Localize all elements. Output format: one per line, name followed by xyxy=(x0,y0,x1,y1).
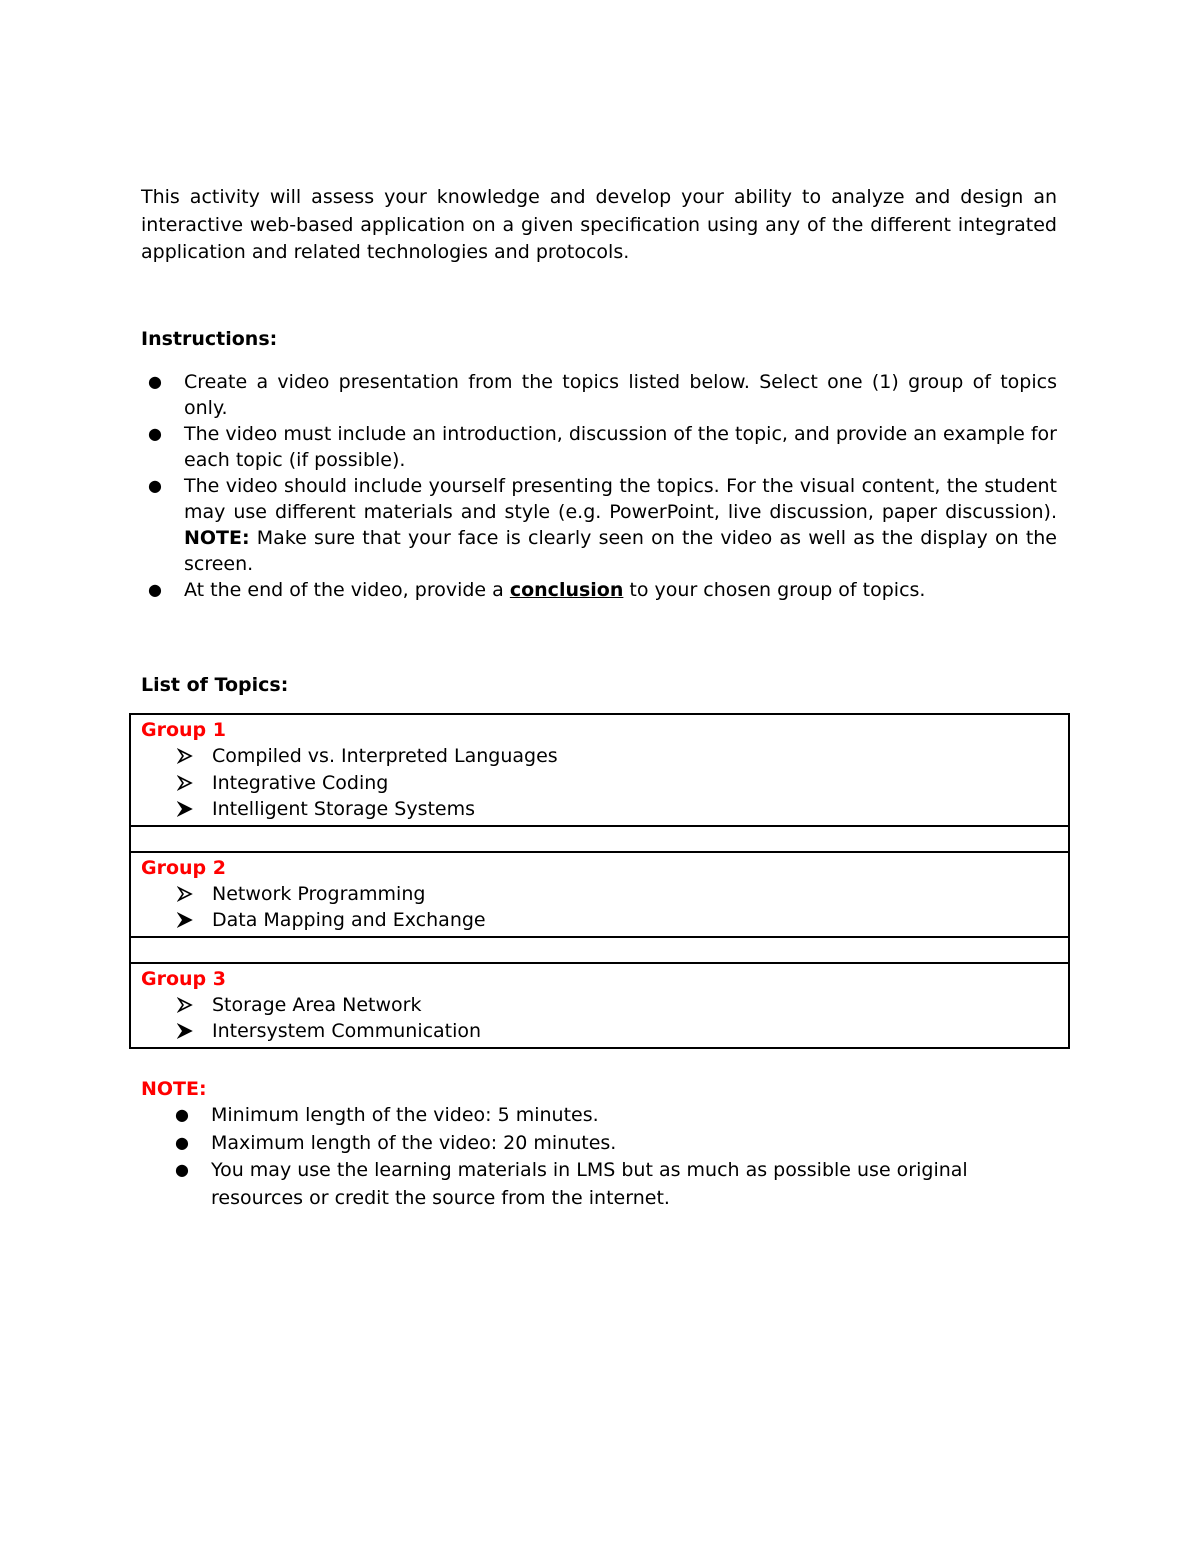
note-text: Maximum length of the video: 20 minutes. xyxy=(211,1131,617,1154)
list-item xyxy=(168,1102,988,1130)
list-item xyxy=(168,1157,988,1212)
group-box xyxy=(131,715,1068,827)
instructions-list xyxy=(141,369,1057,603)
topics-heading: List of Topics: xyxy=(141,674,289,696)
topic-item xyxy=(141,770,1068,797)
topic-label: Intelligent Storage Systems xyxy=(212,798,476,820)
topic-list xyxy=(141,881,1068,934)
list-item xyxy=(141,421,1057,473)
bullet-icon: ● xyxy=(175,1160,189,1179)
topic-list xyxy=(141,992,1068,1045)
group-title: Group 1 xyxy=(141,719,226,741)
arrowhead-bullet-icon xyxy=(177,775,193,791)
topic-label: Storage Area Network xyxy=(212,993,422,1016)
instruction-text: The video must include an introduction, discussion of the topic, and provide an example for each topic (if possible). xyxy=(184,423,1057,471)
instruction-text: Create a video presentation from the topics listed below. Select one (1) group of topics only. xyxy=(184,371,1057,419)
note-inline-label: NOTE: xyxy=(184,527,250,549)
topic-label: Network Programming xyxy=(212,882,426,905)
intro-paragraph: This activity will assess your knowledge and develop your ability to analyze and design an interactive web-based application on a given specification using any of the different integrated application and related technologies and protocols. xyxy=(141,186,1057,263)
arrowhead-bullet-icon xyxy=(177,748,193,764)
topic-item xyxy=(141,907,1068,934)
note-heading: NOTE: xyxy=(141,1078,207,1100)
bullet-icon: ● xyxy=(148,476,162,495)
note-text: Minimum length of the video: 5 minutes. xyxy=(211,1104,599,1126)
bullet-icon: ● xyxy=(175,1105,189,1124)
conclusion-tail: to your chosen group of topics. xyxy=(623,579,926,601)
topic-label: Compiled vs. Interpreted Languages xyxy=(212,745,558,767)
note-inline-text: Make sure that your face is clearly seen on the video as well as the display on the screen. xyxy=(184,527,1057,575)
arrowhead-bullet-icon xyxy=(177,1023,193,1039)
list-item xyxy=(141,577,1057,603)
instruction-text: The video should include yourself presenting the topics. For the visual content, the student may use different materials and style (e.g. PowerPoint, live discussion, paper discussion). xyxy=(184,475,1057,523)
instructions-heading: Instructions: xyxy=(141,328,278,350)
list-item xyxy=(168,1130,988,1158)
topic-label: Intersystem Communication xyxy=(212,1020,482,1042)
bullet-icon: ● xyxy=(175,1132,189,1152)
list-item xyxy=(141,473,1057,577)
group-title: Group 2 xyxy=(141,856,226,879)
group-title: Group 3 xyxy=(141,967,226,990)
instruction-text: At the end of the video, provide a xyxy=(184,579,504,601)
bullet-icon: ● xyxy=(148,372,162,391)
topic-label: Data Mapping and Exchange xyxy=(212,909,486,931)
topic-label: Integrative Coding xyxy=(212,771,389,794)
topic-item xyxy=(141,992,1068,1019)
arrowhead-bullet-icon xyxy=(177,886,193,902)
arrowhead-bullet-icon xyxy=(177,912,193,928)
topic-item xyxy=(141,796,1068,823)
bullet-icon: ● xyxy=(148,424,162,443)
table-spacer-row xyxy=(131,827,1068,853)
group-box xyxy=(131,964,1068,1047)
topics-table xyxy=(129,713,1070,1049)
note-list xyxy=(168,1102,988,1212)
table-spacer-row xyxy=(131,938,1068,964)
topic-item xyxy=(141,881,1068,908)
group-box xyxy=(131,853,1068,938)
note-text: You may use the learning materials in LMS but as much as possible use original resources or credit the source from the internet. xyxy=(211,1159,968,1209)
topic-item xyxy=(141,743,1068,770)
topic-item xyxy=(141,1018,1068,1045)
bullet-icon: ● xyxy=(148,580,162,599)
arrowhead-bullet-icon xyxy=(177,801,193,817)
arrowhead-bullet-icon xyxy=(177,997,193,1013)
conclusion-word: conclusion xyxy=(509,579,624,601)
list-item xyxy=(141,369,1057,421)
topic-list xyxy=(141,743,1068,823)
